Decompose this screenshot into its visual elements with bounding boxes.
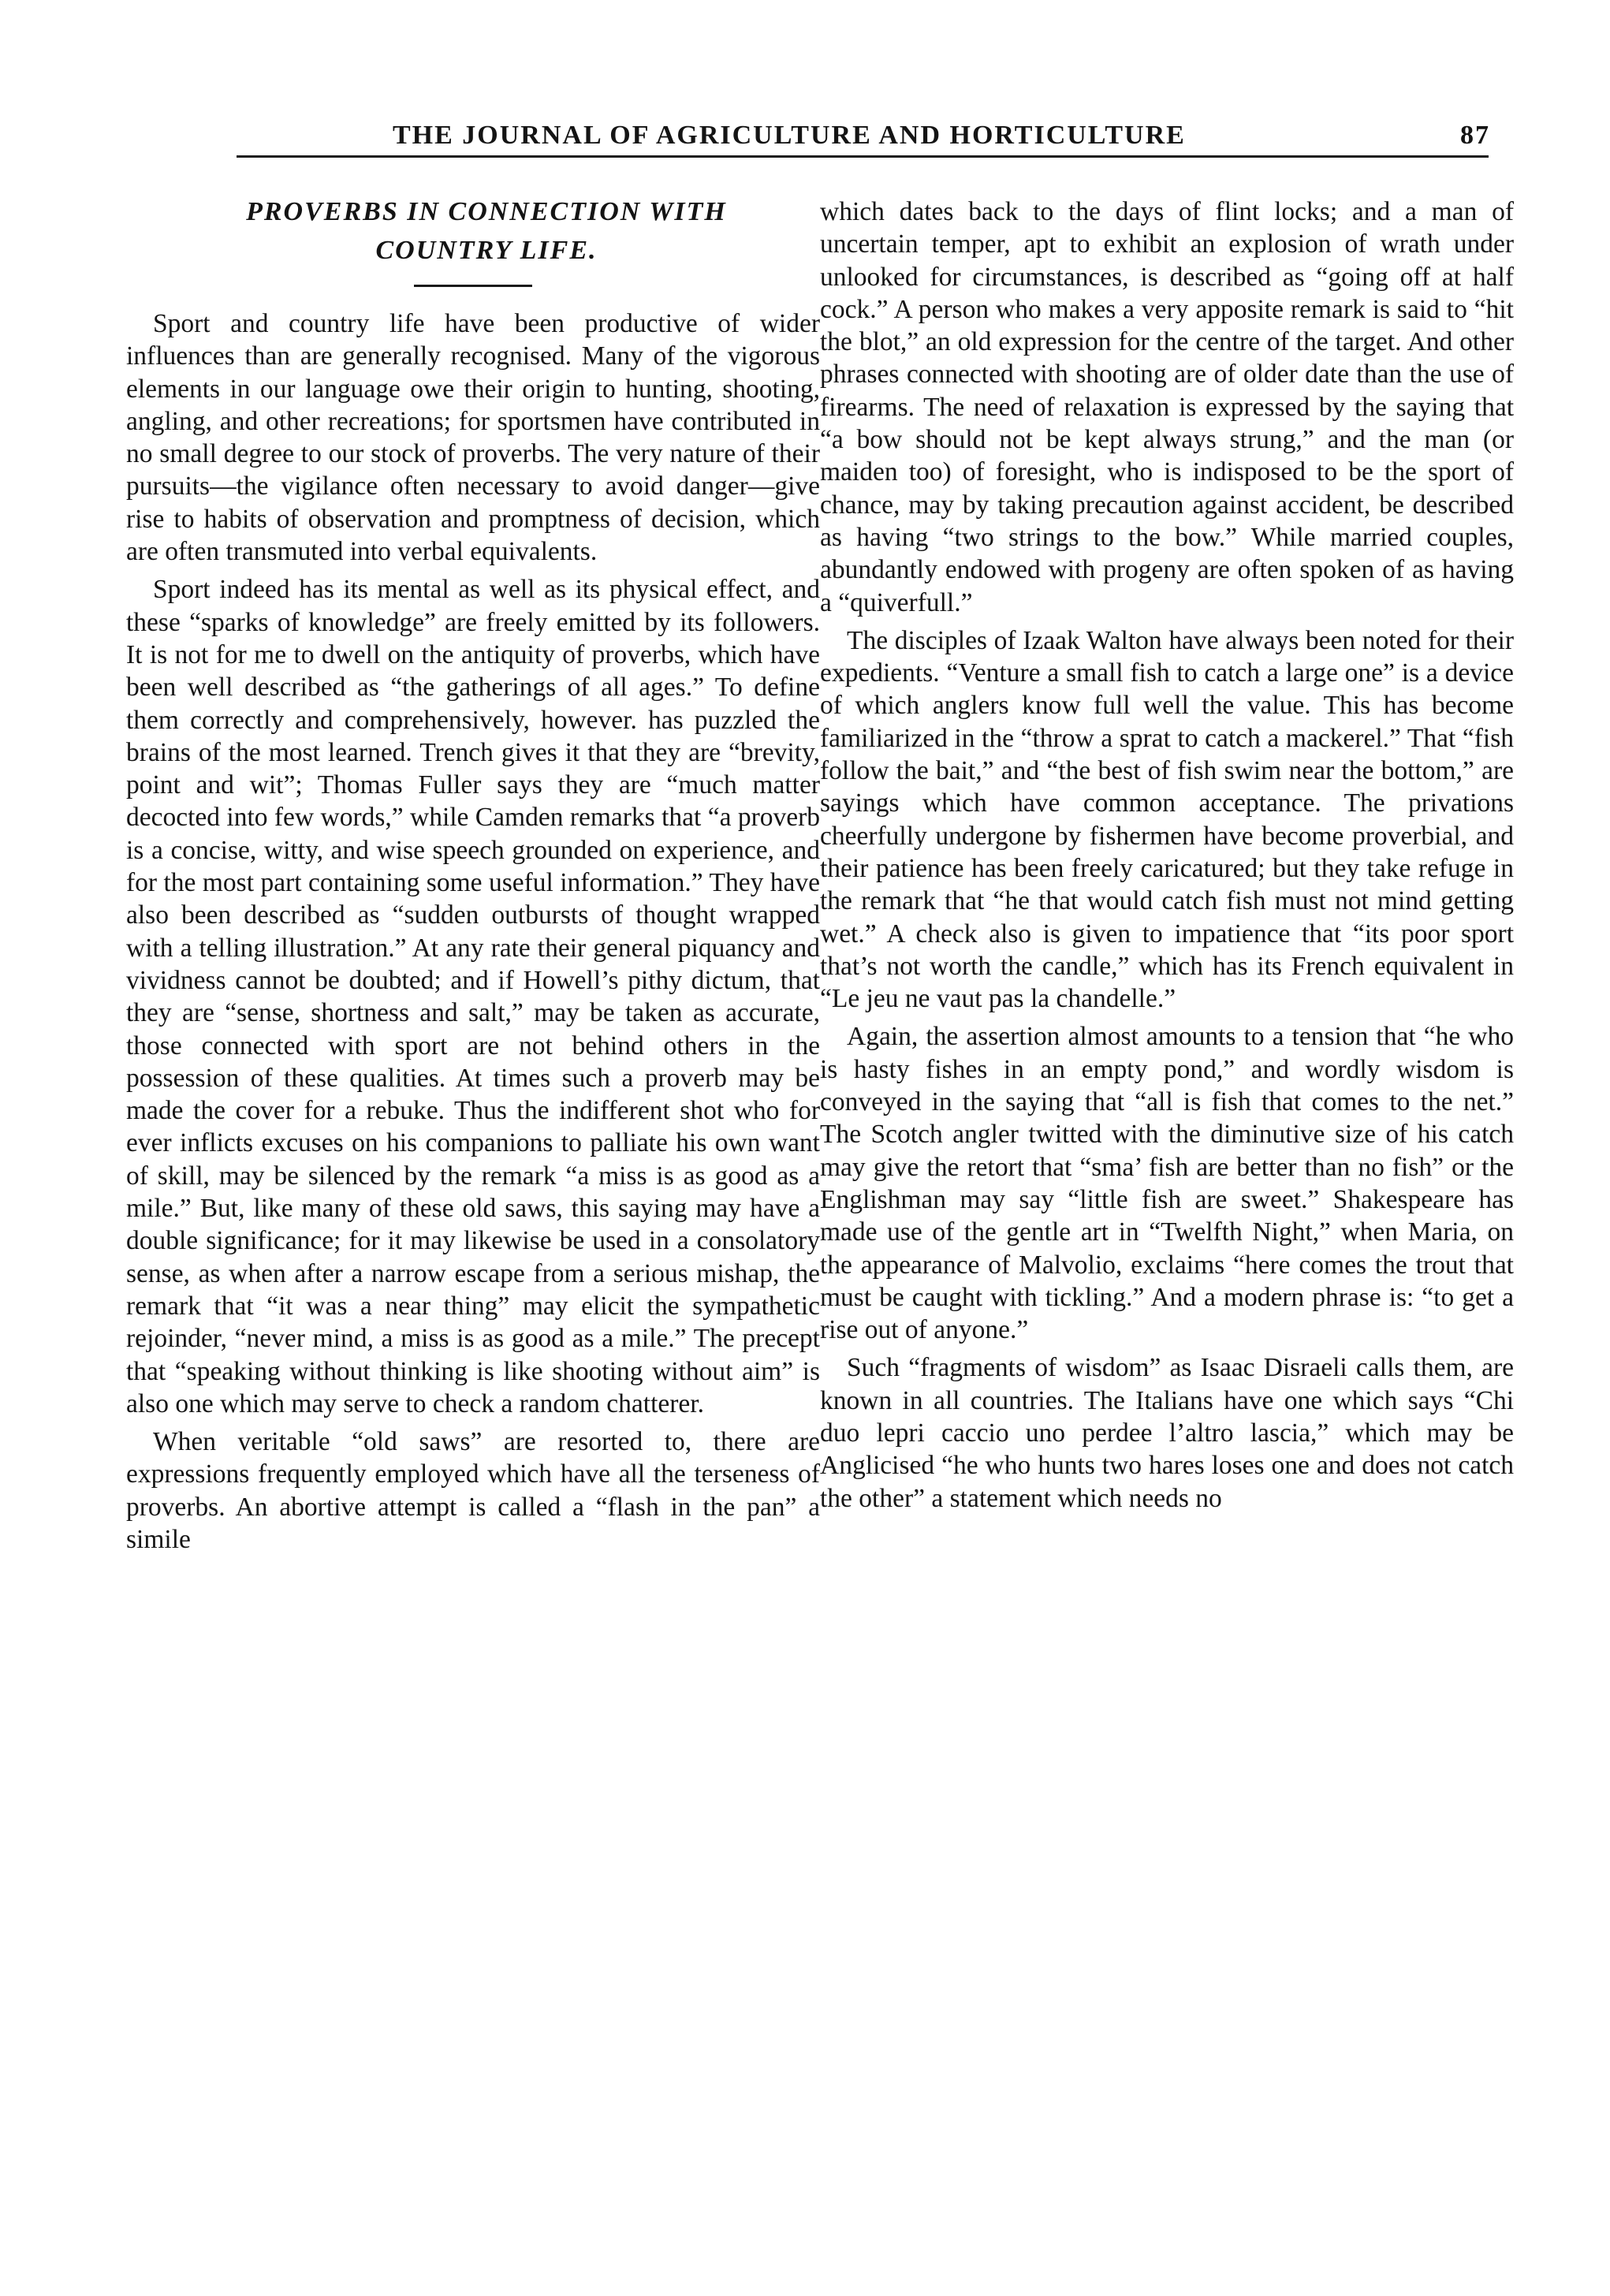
paragraph: Such “fragments of wisdom” as Isaac Disraeli calls them, are known in all countries. The Italians have one which says “Chi duo lepri caccio uno perdee l’altro lascia,” which may be Anglicised “he who hunts two hares loses one and does not catch the other” a statement which needs no: [820, 1353, 1514, 1513]
journal-title: THE JOURNAL OF AGRICULTURE AND HORTICULTURE: [393, 121, 1186, 150]
paragraph: Sport and country life have been productive of wider influences than are generally recognised. Many of the vigorous elements in our language owe their origin to hunting, shooting, angling, and other recreations; for sportsmen have contributed in no small degree to our stock of proverbs. The very nature of their pursuits—the vigilance often necessary to avoid danger—give rise to habits of observation and promptness of decision, which are often transmuted into verbal equivalents.: [126, 309, 820, 567]
paragraph: Sport indeed has its mental as well as its physical effect, and these “sparks of knowledge” are freely emitted by its followers. It is not for me to dwell on the antiquity of proverbs, which have been well described as “the gatherings of all ages.” To define them correctly and comprehensively, however. has puzzled the brains of the most learned. Trench gives it that they are “brevity, point and wit”; Thomas Fuller says they are “much matter decocted into few words,” while Camden remarks that “a proverb is a concise, witty, and wise speech grounded on experience, and for the most part containing some useful information.” They have also been described as “sudden outbursts of thought wrapped with a telling illustration.” At any rate their general piquancy and vividness cannot be doubted; and if Howell’s pithy dictum, that they are “sense, shortness and salt,” may be taken as accurate, those connected with sport are not behind others in the possession of these qualities. At times such a proverb may be made the cover for a rebuke. Thus the indifferent shot who for ever inflicts excuses on his companions to palliate his own want of skill, may be silenced by the remark “a miss is as good as a mile.” But, like many of these old saws, this saying may have a double significance; for it may likewise be used in a consolatory sense, as when after a narrow escape from a serious mishap, the remark that “it was a near thing” may elicit the sympathetic rejoinder, “never mind, a miss is as good as a mile.” The precept that “speaking without thinking is like shooting without aim” is also one which may serve to check a random chatterer.: [126, 575, 820, 1418]
right-column: [820, 196, 1514, 1520]
article-title-line-1: PROVERBS IN CONNECTION WITH: [246, 197, 727, 226]
article-title-line-2: COUNTRY LIFE.: [375, 236, 598, 265]
paragraph-continued: which dates back to the days of flint locks; and a man of uncertain temper, apt to exhibit an explosion of wrath under unlooked for circumstances, is described as “going off at half cock.” A person who makes a very apposite remark is said to “hit the blot,” an old expression for the centre of the target. And other phrases connected with shooting are of older date than the use of firearms. The need of relaxation is expressed by the saying that “a bow should not be kept always strung,” and the man (or maiden too) of foresight, who is indisposed to be the sport of chance, may by taking precaution against accident, be described as having “two strings to the bow.” While married couples, abundantly endowed with progeny are often spoken of as having a “quiverfull.”: [820, 197, 1514, 617]
left-column: [126, 196, 820, 1561]
page-number: 87: [1460, 121, 1490, 150]
paragraph: The disciples of Izaak Walton have always been noted for their expedients. “Venture a small fish to catch a large one” is a device of which anglers know full well the value. This has become familiarized in the “throw a sprat to catch a mackerel.” That “fish follow the bait,” and “the best of fish swim near the bottom,” are sayings which have common acceptance. The privations cheerfully undergone by fishermen have become proverbial, and their patience has been freely caricatured; but they take refuge in the remark that “he that would catch fish must not mind getting wet.” A check also is given to impatience that “its poor sport that’s not worth the candle,” which has its French equivalent in “Le jeu ne vaut pas la chandelle.”: [820, 625, 1514, 1014]
title-rule: [414, 285, 532, 287]
paragraph: Again, the assertion almost amounts to a tension that “he who is hasty fishes in an empty pond,” and wordly wisdom is conveyed in the saying that “all is fish that comes to the net.” The Scotch angler twitted with the diminutive size of his catch may give the retort that “sma’ fish are better than no fish” or the Englishman may say “little fish are sweet.” Shakespeare has made use of the gentle art in “Twelfth Night,” when Maria, on the appearance of Malvolio, exclaims “here comes the trout that must be caught with tickling.” And a modern phrase is: “to get a rise out of anyone.”: [820, 1022, 1514, 1345]
header-rule: [237, 155, 1489, 158]
paragraph: When veritable “old saws” are resorted to, there are expressions frequently employed which have all the terseness of proverbs. An abortive attempt is called a “flash in the pan” a simile: [126, 1427, 820, 1554]
